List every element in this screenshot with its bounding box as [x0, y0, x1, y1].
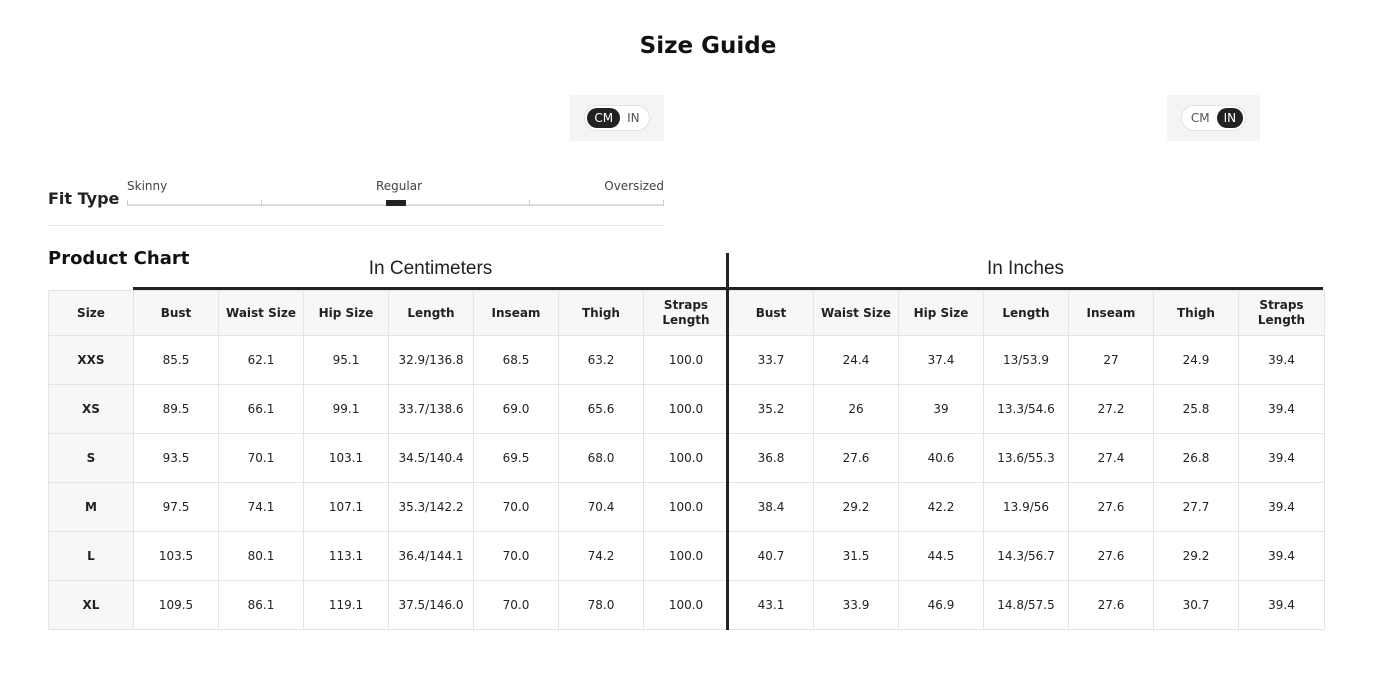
measurement-cell-cm: 99.1: [304, 385, 389, 434]
measurement-cell-in: 14.3/56.7: [984, 532, 1069, 581]
table-header-row: [49, 291, 1325, 336]
unit-toggle-right-container: [1167, 95, 1260, 141]
measurement-cell-cm: 66.1: [219, 385, 304, 434]
measurement-cell-cm: 68.5: [474, 336, 559, 385]
measurement-cell-cm: 68.0: [559, 434, 644, 483]
measurement-cell-in: 39.4: [1239, 483, 1325, 532]
group-header-inches: In Inches: [986, 258, 1065, 279]
measurement-cell-in: 43.1: [729, 581, 814, 630]
measurement-cell-in: 26.8: [1154, 434, 1239, 483]
column-header: Bust: [134, 291, 219, 336]
measurement-cell-cm: 37.5/146.0: [389, 581, 474, 630]
measurement-cell-in: 35.2: [729, 385, 814, 434]
measurement-cell-in: 27.6: [1069, 532, 1154, 581]
measurement-cell-cm: 97.5: [134, 483, 219, 532]
table-row: [49, 434, 1325, 483]
size-cell: M: [49, 483, 134, 532]
measurement-cell-cm: 100.0: [644, 532, 729, 581]
fit-scale-oversized: Oversized: [604, 179, 664, 193]
measurement-cell-cm: 69.0: [474, 385, 559, 434]
measurement-cell-in: 33.7: [729, 336, 814, 385]
size-cell: XXS: [49, 336, 134, 385]
measurement-cell-cm: 62.1: [219, 336, 304, 385]
unit-option-in[interactable]: IN: [627, 111, 640, 125]
measurement-cell-cm: 86.1: [219, 581, 304, 630]
measurement-cell-cm: 100.0: [644, 434, 729, 483]
measurement-cell-in: 25.8: [1154, 385, 1239, 434]
fit-scale-tick: [529, 200, 530, 206]
measurement-cell-in: 31.5: [814, 532, 899, 581]
measurement-cell-cm: 100.0: [644, 385, 729, 434]
measurement-cell-in: 37.4: [899, 336, 984, 385]
column-header: Thigh: [559, 291, 644, 336]
measurement-cell-cm: 109.5: [134, 581, 219, 630]
measurement-cell-cm: 70.0: [474, 483, 559, 532]
fit-scale-regular: Regular: [376, 179, 423, 193]
measurement-cell-in: 13/53.9: [984, 336, 1069, 385]
measurement-cell-in: 27.7: [1154, 483, 1239, 532]
column-header: Waist Size: [814, 291, 899, 336]
column-header: Inseam: [474, 291, 559, 336]
column-header: Straps Length: [1239, 291, 1325, 336]
unit-group-divider: [726, 253, 729, 630]
product-chart-title: Product Chart: [48, 248, 190, 269]
fit-scale-tick: [261, 200, 262, 206]
unit-toggle-left: [584, 105, 649, 131]
column-header: Thigh: [1154, 291, 1239, 336]
measurement-cell-in: 26: [814, 385, 899, 434]
fit-type-scale: [127, 177, 664, 209]
measurement-cell-in: 39.4: [1239, 385, 1325, 434]
measurement-cell-cm: 85.5: [134, 336, 219, 385]
fit-scale-marker: [386, 200, 406, 206]
table-row: [49, 483, 1325, 532]
measurement-cell-cm: 32.9/136.8: [389, 336, 474, 385]
measurement-cell-in: 30.7: [1154, 581, 1239, 630]
measurement-cell-in: 27.6: [1069, 483, 1154, 532]
column-header: Bust: [729, 291, 814, 336]
measurement-cell-in: 13.9/56: [984, 483, 1069, 532]
measurement-cell-cm: 103.1: [304, 434, 389, 483]
table-row: [49, 385, 1325, 434]
measurement-cell-in: 33.9: [814, 581, 899, 630]
page-title: Size Guide: [639, 33, 777, 59]
fit-scale-tick: [663, 200, 664, 206]
table-row: [49, 581, 1325, 630]
measurement-cell-in: 14.8/57.5: [984, 581, 1069, 630]
unit-option-cm[interactable]: CM: [1190, 111, 1210, 125]
measurement-cell-in: 13.3/54.6: [984, 385, 1069, 434]
measurement-cell-cm: 70.0: [474, 581, 559, 630]
measurement-cell-in: 24.4: [814, 336, 899, 385]
unit-option-cm[interactable]: CM: [587, 108, 620, 128]
measurement-cell-cm: 100.0: [644, 483, 729, 532]
measurement-cell-cm: 69.5: [474, 434, 559, 483]
measurement-cell-cm: 36.4/144.1: [389, 532, 474, 581]
measurement-cell-in: 27.4: [1069, 434, 1154, 483]
measurement-cell-in: 40.6: [899, 434, 984, 483]
measurement-cell-in: 42.2: [899, 483, 984, 532]
unit-toggle-right: [1181, 105, 1246, 131]
measurement-cell-cm: 89.5: [134, 385, 219, 434]
measurement-cell-cm: 100.0: [644, 581, 729, 630]
measurement-cell-in: 39.4: [1239, 434, 1325, 483]
column-header: Hip Size: [899, 291, 984, 336]
measurement-cell-cm: 74.2: [559, 532, 644, 581]
measurement-cell-cm: 95.1: [304, 336, 389, 385]
measurement-cell-in: 39.4: [1239, 532, 1325, 581]
measurement-cell-cm: 93.5: [134, 434, 219, 483]
unit-toggle-left-container: [570, 95, 664, 141]
measurement-cell-in: 29.2: [814, 483, 899, 532]
measurement-cell-in: 39: [899, 385, 984, 434]
measurement-cell-cm: 70.4: [559, 483, 644, 532]
measurement-cell-cm: 80.1: [219, 532, 304, 581]
measurement-cell-cm: 33.7/138.6: [389, 385, 474, 434]
size-cell: XS: [49, 385, 134, 434]
measurement-cell-cm: 63.2: [559, 336, 644, 385]
size-cell: L: [49, 532, 134, 581]
measurement-cell-in: 38.4: [729, 483, 814, 532]
table-row: [49, 532, 1325, 581]
measurement-cell-cm: 70.1: [219, 434, 304, 483]
measurement-cell-in: 13.6/55.3: [984, 434, 1069, 483]
column-header: Length: [984, 291, 1069, 336]
measurement-cell-cm: 119.1: [304, 581, 389, 630]
measurement-cell-in: 27.6: [1069, 581, 1154, 630]
measurement-cell-in: 39.4: [1239, 336, 1325, 385]
fit-scale-tick: [127, 200, 128, 206]
measurement-cell-cm: 103.5: [134, 532, 219, 581]
measurement-cell-cm: 34.5/140.4: [389, 434, 474, 483]
measurement-cell-in: 39.4: [1239, 581, 1325, 630]
measurement-cell-cm: 113.1: [304, 532, 389, 581]
column-header: Waist Size: [219, 291, 304, 336]
table-row: [49, 336, 1325, 385]
measurement-cell-in: 27.2: [1069, 385, 1154, 434]
measurement-cell-in: 27: [1069, 336, 1154, 385]
measurement-cell-cm: 100.0: [644, 336, 729, 385]
measurement-cell-in: 36.8: [729, 434, 814, 483]
measurement-cell-in: 27.6: [814, 434, 899, 483]
size-chart-table: [48, 290, 1325, 630]
measurement-cell-in: 24.9: [1154, 336, 1239, 385]
column-header: Straps Length: [644, 291, 729, 336]
measurement-cell-in: 44.5: [899, 532, 984, 581]
group-header-centimeters: In Centimeters: [368, 258, 493, 279]
fit-scale-skinny: Skinny: [127, 179, 168, 193]
fit-type-label: Fit Type: [48, 189, 120, 208]
measurement-cell-cm: 70.0: [474, 532, 559, 581]
column-header: Hip Size: [304, 291, 389, 336]
measurement-cell-cm: 107.1: [304, 483, 389, 532]
measurement-cell-cm: 65.6: [559, 385, 644, 434]
column-header-size: Size: [49, 291, 134, 336]
measurement-cell-cm: 35.3/142.2: [389, 483, 474, 532]
column-header: Inseam: [1069, 291, 1154, 336]
measurement-cell-in: 40.7: [729, 532, 814, 581]
measurement-cell-in: 46.9: [899, 581, 984, 630]
measurement-cell-cm: 78.0: [559, 581, 644, 630]
column-header: Length: [389, 291, 474, 336]
measurement-cell-in: 29.2: [1154, 532, 1239, 581]
section-divider: [48, 225, 664, 226]
size-cell: S: [49, 434, 134, 483]
unit-option-in[interactable]: IN: [1217, 108, 1244, 128]
measurement-cell-cm: 74.1: [219, 483, 304, 532]
size-cell: XL: [49, 581, 134, 630]
